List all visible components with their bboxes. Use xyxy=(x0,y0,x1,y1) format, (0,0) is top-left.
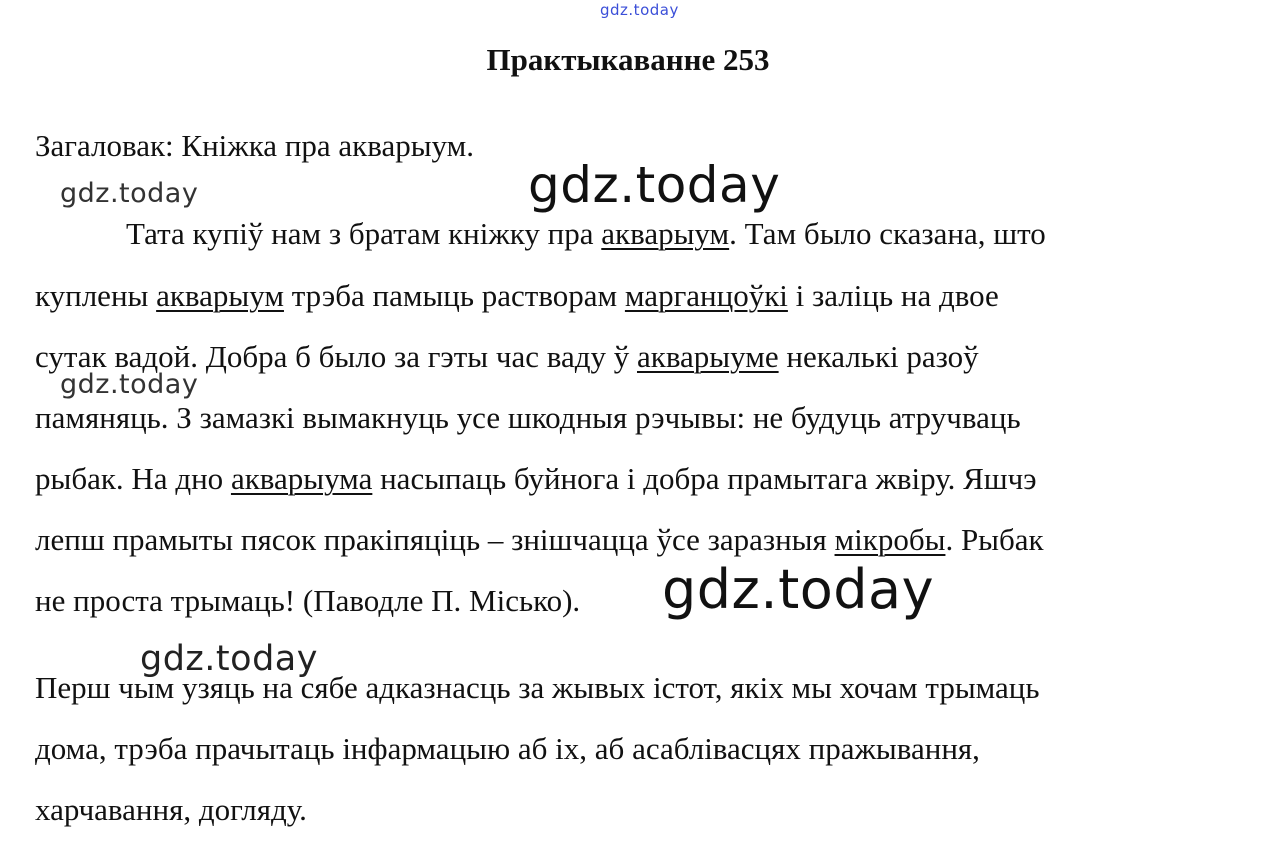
paragraph-line-7 xyxy=(35,581,580,621)
heading-line: Загаловак: Кніжка пра акварыум. xyxy=(35,128,475,163)
underlined-word: мікробы xyxy=(834,522,946,557)
watermark-large: gdz.today xyxy=(528,156,781,214)
paragraph-line-1 xyxy=(126,214,1046,254)
text-segment: куплены xyxy=(35,278,157,313)
text-segment: не проста трымаць! (Паводле П. Місько). xyxy=(35,583,581,618)
paragraph-line-4 xyxy=(35,398,1021,438)
text-segment: Тата купіў нам з братам кніжку пра xyxy=(126,216,602,251)
underlined-word: марганцоўкі xyxy=(624,278,788,313)
text-segment: . Рыбак xyxy=(945,522,1044,557)
text-segment: сутак вадой. Добра б было за гэты час ваду ў xyxy=(35,339,637,374)
watermark-small: gdz.today xyxy=(60,369,199,400)
underlined-word: акварыума xyxy=(230,461,373,496)
text-segment: трэба памыць растворам xyxy=(283,278,625,313)
answer-line-1: Перш чым узяць на сябе адказнасць за жывых істот, якіх мы хочам трымаць xyxy=(35,670,1040,705)
paragraph-line-5 xyxy=(35,459,1037,499)
text-segment: памяняць. З замазкі вымакнуць усе шкодныя рэчывы: не будуць атручваць xyxy=(35,400,1021,435)
answer-line-2: дома, трэба прачытаць інфармацыю аб іх, аб асаблівасцях пражывання, xyxy=(35,731,980,766)
page-title: Практыкаванне 253 xyxy=(486,42,770,77)
text-segment: лепш прамыты пясок пракіпяціць – знішчацца ўсе заразныя xyxy=(35,522,835,557)
underlined-word: акварыум xyxy=(601,216,730,251)
watermark-small: gdz.today xyxy=(60,178,199,209)
watermark-top: gdz.today xyxy=(600,1,679,19)
underlined-word: акварыуме xyxy=(637,339,779,374)
text-segment: рыбак. На дно xyxy=(35,461,231,496)
underlined-word: акварыум xyxy=(156,278,284,313)
watermark-medium: gdz.today xyxy=(140,639,318,679)
text-segment: насыпаць буйнога і добра прамытага жвіру. Яшчэ xyxy=(372,461,1037,496)
answer-line-3: харчавання, догляду. xyxy=(35,792,307,827)
watermark-large: gdz.today xyxy=(662,558,935,621)
text-segment: і заліць на двое xyxy=(787,278,999,313)
text-segment: . Там было сказана, што xyxy=(729,216,1046,251)
paragraph-line-6 xyxy=(35,520,1044,560)
paragraph-line-2 xyxy=(35,276,999,316)
text-segment: некалькі разоў xyxy=(778,339,979,374)
